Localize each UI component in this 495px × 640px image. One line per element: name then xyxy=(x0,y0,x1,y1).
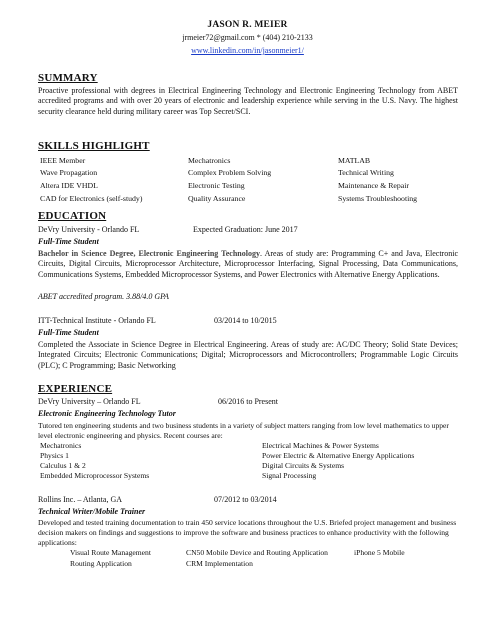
itt-status: Full-Time Student xyxy=(38,328,99,337)
devry-employer: DeVry University – Orlando FL xyxy=(38,397,141,406)
rollins-employer: Rollins Inc. – Atlanta, GA xyxy=(38,495,122,504)
devry-gpa: ABET accredited program. 3.88/4.0 GPA xyxy=(38,292,169,301)
skill-item: Electronic Testing xyxy=(188,181,245,190)
skills-heading: SKILLS HIGHLIGHT xyxy=(38,140,150,152)
summary-text: Proactive professional with degrees in Electrical Engineering Technology and Electronic Engineering Technology from ABET accredited programs and with over 20 years of electronic and leadership experience while serving in the U.S. Navy. The highest security clearance held during military career was Top Secret/SCI. xyxy=(38,86,458,116)
rollins-text: Developed and tested training documentation to train 450 service locations throughout the U.S. Briefed project management and business decision makers on findings and suggestions to improve the software and business practices to enhance productivity with the following applications: xyxy=(38,518,457,547)
tool-item: Visual Route Management xyxy=(70,548,151,557)
skill-item: CAD for Electronics (self-study) xyxy=(40,194,143,203)
course-item: Signal Processing xyxy=(262,471,317,480)
education-heading: EDUCATION xyxy=(38,210,107,222)
skill-item: MATLAB xyxy=(338,156,371,165)
course-item: Embedded Microprocessor Systems xyxy=(40,471,150,480)
skill-item: Systems Troubleshooting xyxy=(338,194,418,203)
course-item: Power Electric & Alternative Energy Applications xyxy=(262,451,415,460)
devry-degree: Bachelor in Science Degree, Electronic Engineering Technology xyxy=(38,249,260,258)
devry-areas: . Areas of study are: Programming C+ and Java, Electronic Circuits, Digital Circuits, Microprocessor Architecture, Microprocessor Interfacing, Signal Processing, Data Communications, Communications Systems, Embedded Microprocessor Systems, and Power Electronics with Alternative Energy Applications. xyxy=(38,249,458,279)
tool-item: iPhone 5 Mobile xyxy=(354,548,405,557)
skill-item: Altera IDE VHDL xyxy=(40,181,98,190)
course-item: Physics 1 xyxy=(40,451,69,460)
devry-status: Full-Time Student xyxy=(38,237,99,246)
course-item: Digital Circuits & Systems xyxy=(262,461,345,470)
skill-item: Maintenance & Repair xyxy=(338,181,410,190)
devry-job-text: Tutored ten engineering students and two business students in a variety of subject matters ranging from low level mathematics to upper level electronic engineering and physics. Recent courses are: xyxy=(38,421,449,440)
skill-item: Mechatronics xyxy=(188,156,231,165)
tool-item: CRM Implementation xyxy=(186,559,253,568)
summary-heading: SUMMARY xyxy=(38,72,98,84)
itt-school: ITT-Technical Institute - Orlando FL xyxy=(38,316,156,325)
devry-job-title: Electronic Engineering Technology Tutor xyxy=(38,409,176,418)
skill-item: Technical Writing xyxy=(338,168,394,177)
linkedin-link[interactable]: www.linkedin.com/in/jasonmeier1/ xyxy=(191,46,304,55)
course-item: Calculus 1 & 2 xyxy=(40,461,86,470)
skill-item: Complex Problem Solving xyxy=(188,168,272,177)
tool-item: Routing Application xyxy=(70,559,132,568)
devry-school: DeVry University - Orlando FL xyxy=(38,225,140,234)
candidate-name: JASON R. MEIER xyxy=(207,20,288,30)
itt-dates: 03/2014 to 10/2015 xyxy=(214,316,277,325)
experience-heading: EXPERIENCE xyxy=(38,383,113,395)
course-item: Electrical Machines & Power Systems xyxy=(262,441,379,450)
skill-item: Wave Propagation xyxy=(40,168,98,177)
itt-text: Completed the Associate in Science Degree in Electrical Engineering. Areas of study are: AC/DC Theory; Solid State Devices; Integrated Circuits; Electronic Communications; Digital; Microprocessors and Microcontrollers; Programmable Logic Circuits (PLC); C Programming; Basic Networking xyxy=(38,340,458,370)
course-item: Mechatronics xyxy=(40,441,82,450)
devry-job-dates: 06/2016 to Present xyxy=(218,397,278,406)
skill-item: Quality Assurance xyxy=(188,194,246,203)
devry-graduation: Expected Graduation: June 2017 xyxy=(193,225,298,234)
devry-degree-paragraph xyxy=(38,249,458,280)
rollins-title: Technical Writer/Mobile Trainer xyxy=(38,507,146,516)
skill-item: IEEE Member xyxy=(40,156,86,165)
rollins-dates: 07/2012 to 03/2014 xyxy=(214,495,277,504)
contact-line: jrmeier72@gmail.com * (404) 210-2133 xyxy=(182,33,313,42)
tool-item: CN50 Mobile Device and Routing Application xyxy=(186,548,328,557)
